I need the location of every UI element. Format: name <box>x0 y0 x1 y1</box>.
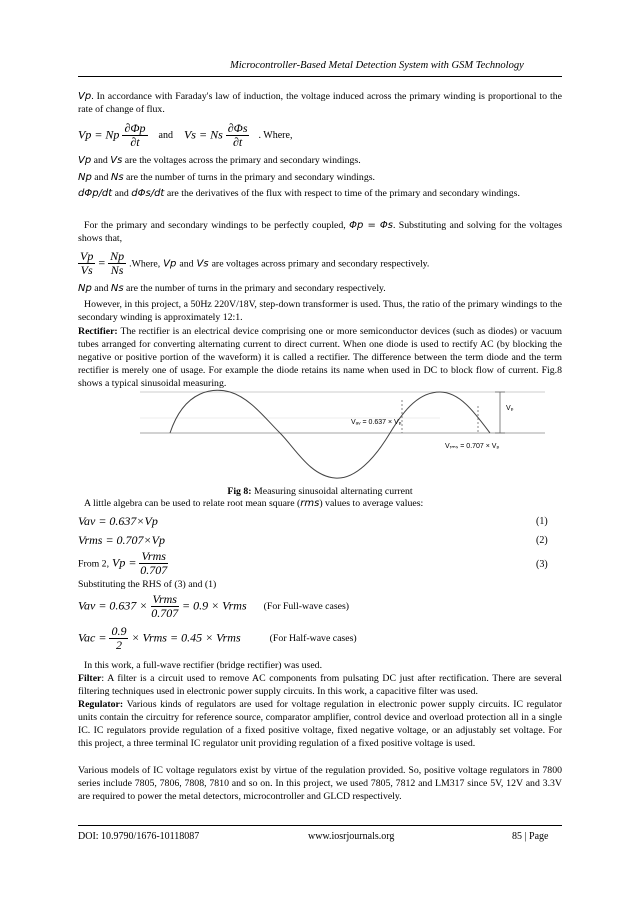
caption-label: Fig 8: <box>227 486 252 497</box>
regulator-label: Regulator: <box>78 699 124 710</box>
definition-voltages <box>78 154 562 167</box>
definition-text: are the number of turns in the primary and secondary windings. <box>126 172 375 183</box>
paragraph-filter <box>78 672 562 698</box>
frac-denominator: Ns <box>110 263 124 277</box>
coupled-text: For the primary and secondary windings to be perfectly coupled, <box>84 220 346 231</box>
symbol-np: Np <box>78 283 92 294</box>
equation-half-wave <box>78 625 357 652</box>
label-vp: Vₚ <box>506 405 514 412</box>
frac-denominator: 0.707 <box>140 563 168 577</box>
frac-numerator: Vp <box>80 249 94 263</box>
substitution-text: Substituting the RHS of (3) and (1) <box>78 579 217 590</box>
frac-denominator: ∂t <box>232 135 243 149</box>
symbol-np: Np <box>78 172 92 183</box>
paragraph-faraday <box>78 90 562 116</box>
frac-numerator: Vrms <box>141 549 166 563</box>
frac-numerator: ∂Φp <box>124 121 146 135</box>
footer-doi: DOI: 10.9790/1676-10118087 <box>78 831 200 842</box>
sine-curve <box>170 390 490 478</box>
rectifier-label: Rectifier: <box>78 326 118 337</box>
symbol-flux-equal: Φp = Φs <box>349 220 393 231</box>
eq5-rhs: × Vrms = 0.45 × Vrms <box>131 630 241 645</box>
eq4-note: (For Full-wave cases) <box>263 601 350 613</box>
definition-turns <box>78 171 562 184</box>
symbol-ns: Ns <box>110 283 124 294</box>
and-text: and <box>94 172 109 183</box>
paragraph-full-wave: In this work, a full-wave rectifier (bridge rectifier) was used. <box>84 660 323 671</box>
eq-faraday-where: . Where, <box>258 130 293 142</box>
and-text: and <box>93 155 108 166</box>
equation-2: Vrms = 0.707×Vp <box>78 533 165 547</box>
label-vav: Vₐᵥ = 0.637 × Vₚ <box>351 419 402 426</box>
equation-full-wave <box>78 593 349 620</box>
and-text: and <box>94 283 109 294</box>
eq3-lhs: Vp = <box>112 555 137 570</box>
paragraph-regulator <box>78 698 562 750</box>
equation-3 <box>78 550 168 577</box>
caption-text: Measuring sinusoidal alternating current <box>254 486 413 497</box>
equation-3-number: (3) <box>536 559 548 570</box>
and-text: and <box>179 258 194 270</box>
ratio-frac-voltage <box>78 250 95 277</box>
eq4-rhs: = 0.9 × Vrms <box>181 598 247 613</box>
symbol-vs: Vs <box>196 258 209 270</box>
regulator-text: Various kinds of regulators are used for voltage regulation in electronic power supply circuits. IC regulator units contain the circuitry for reference source, comparator amplifier, control device and overload protection all in a single IC. IC regulators provide regulation of a fixed positive voltage, fixed negative voltage, or an adjustably set voltage. For this project, a three terminal IC regulator unit providing regulation of a fixed positive voltage is used. <box>78 699 562 750</box>
running-title: Microcontroller-Based Metal Detection System with GSM Technology <box>230 60 524 71</box>
symbol-rms: rms <box>300 498 320 509</box>
ratio-where: .Where, <box>129 258 161 270</box>
equals-sign: = <box>98 255 106 270</box>
eq5-lhs: Vac = <box>78 630 107 645</box>
equation-2-number: (2) <box>536 535 548 546</box>
definition-text: are the derivatives of the flux with respect to time of the primary and secondary windings. <box>166 188 520 199</box>
symbol-vp: Vp <box>78 91 92 102</box>
ratio-frac-turns <box>108 250 126 277</box>
footer-site: www.iosrjournals.org <box>308 831 395 842</box>
rectifier-text: The rectifier is an electrical device comprising one or more semiconductor devices (such as diodes) or vacuum tubes arranged for converting alternating current to direct current. When one diode is used to rectify AC (by blocking the negative or positive portion of the waveform) it is called a rectifier. The difference between the term diode and the term rectifier is merely one of usage. For example the diode retains its name when used in DC to block flow of current. Fig.8 shows a typical sinusoidal measuring. <box>78 326 562 390</box>
eq4-lhs: Vav = 0.637 × <box>78 598 148 613</box>
frac-denominator: ∂t <box>130 135 140 149</box>
algebra-text-2: ) values to average values: <box>319 498 424 509</box>
paragraph-rectifier <box>78 325 562 390</box>
paragraph-transformer: However, in this project, a 50Hz 220V/18V, step-down transformer is used. Thus, the ratio of the primary windings to the secondary winding is approximately 12:1. <box>78 299 562 324</box>
equation-1-number: (1) <box>536 516 548 527</box>
label-vrms: Vᵣₘₛ = 0.707 × Vₚ <box>445 443 500 450</box>
frac-denominator: 0.707 <box>151 606 179 620</box>
filter-text: : A filter is a circuit used to remove AC components from pulsating DC just after rectification. There are several filtering techniques used in electronic power supply circuits. In this work, a capacitive filter was used. <box>78 673 562 698</box>
filter-label: Filter <box>78 673 102 684</box>
paragraph-coupled <box>78 219 562 245</box>
paragraph-algebra <box>78 497 562 510</box>
frac-numerator: Np <box>110 249 125 263</box>
symbol-dphis-dt: dΦs/dt <box>131 188 165 199</box>
paragraph-regulator-models: Various models of IC voltage regulators exist by virtue of the regulation provided. So, positive voltage regulators in 7800 series include 7805, 7806, 7808, 7810 and so on. In this project, we used 7805, 7812 and LM317 since 5V, 12V and 3.3V are required to power the metal detectors, microcontroller and GLCD respectively. <box>78 765 562 803</box>
eq-faraday-frac2 <box>226 122 250 149</box>
equation-ratio <box>78 250 429 277</box>
equation-1: Vav = 0.637×Vp <box>78 514 158 528</box>
footer-page-number: 85 | Page <box>512 831 549 842</box>
symbol-dphip-dt: dΦp/dt <box>78 188 113 199</box>
frac-numerator: 0.9 <box>111 624 127 638</box>
frac-numerator: Vrms <box>152 592 177 606</box>
eq-faraday-lhs2: Vs = Ns <box>183 127 223 142</box>
symbol-vs: Vs <box>110 155 123 166</box>
and-text: and <box>114 188 129 199</box>
footer-rule <box>78 825 562 826</box>
eq3-prefix: From 2, <box>78 558 110 570</box>
header-rule <box>78 76 562 77</box>
equation-faraday <box>78 122 292 149</box>
symbol-vp: Vp <box>78 155 92 166</box>
definition-text: are the voltages across the primary and secondary windings. <box>124 155 361 166</box>
eq5-note: (For Half-wave cases) <box>269 633 357 645</box>
faraday-text: . In accordance with Faraday's law of induction, the voltage induced across the primary winding is proportional to the rate of change of flux. <box>78 91 562 116</box>
algebra-text: A little algebra can be used to relate root mean square ( <box>84 498 301 509</box>
coupled-text-2: . Substituting and solving for the voltages shows that, <box>78 220 563 245</box>
eq-faraday-lhs1: Vp = Np <box>78 127 120 142</box>
turns-definition <box>78 282 562 295</box>
eq-faraday-and: and <box>158 130 173 142</box>
turns-text: are the number of turns in the primary and secondary respectively. <box>126 283 386 294</box>
definition-derivatives <box>78 187 562 200</box>
ratio-text: are voltages across primary and secondary respectively. <box>211 258 430 270</box>
frac-numerator: ∂Φs <box>227 121 248 135</box>
eq3-frac <box>139 550 167 577</box>
eq5-frac <box>109 625 128 652</box>
eq4-frac <box>151 593 179 620</box>
symbol-ns: Ns <box>110 172 124 183</box>
symbol-vp: Vp <box>163 258 177 270</box>
frac-denominator: 2 <box>115 638 122 652</box>
eq-faraday-frac1 <box>122 122 147 149</box>
frac-denominator: Vs <box>80 263 93 277</box>
figure-sine-wave <box>140 388 560 486</box>
